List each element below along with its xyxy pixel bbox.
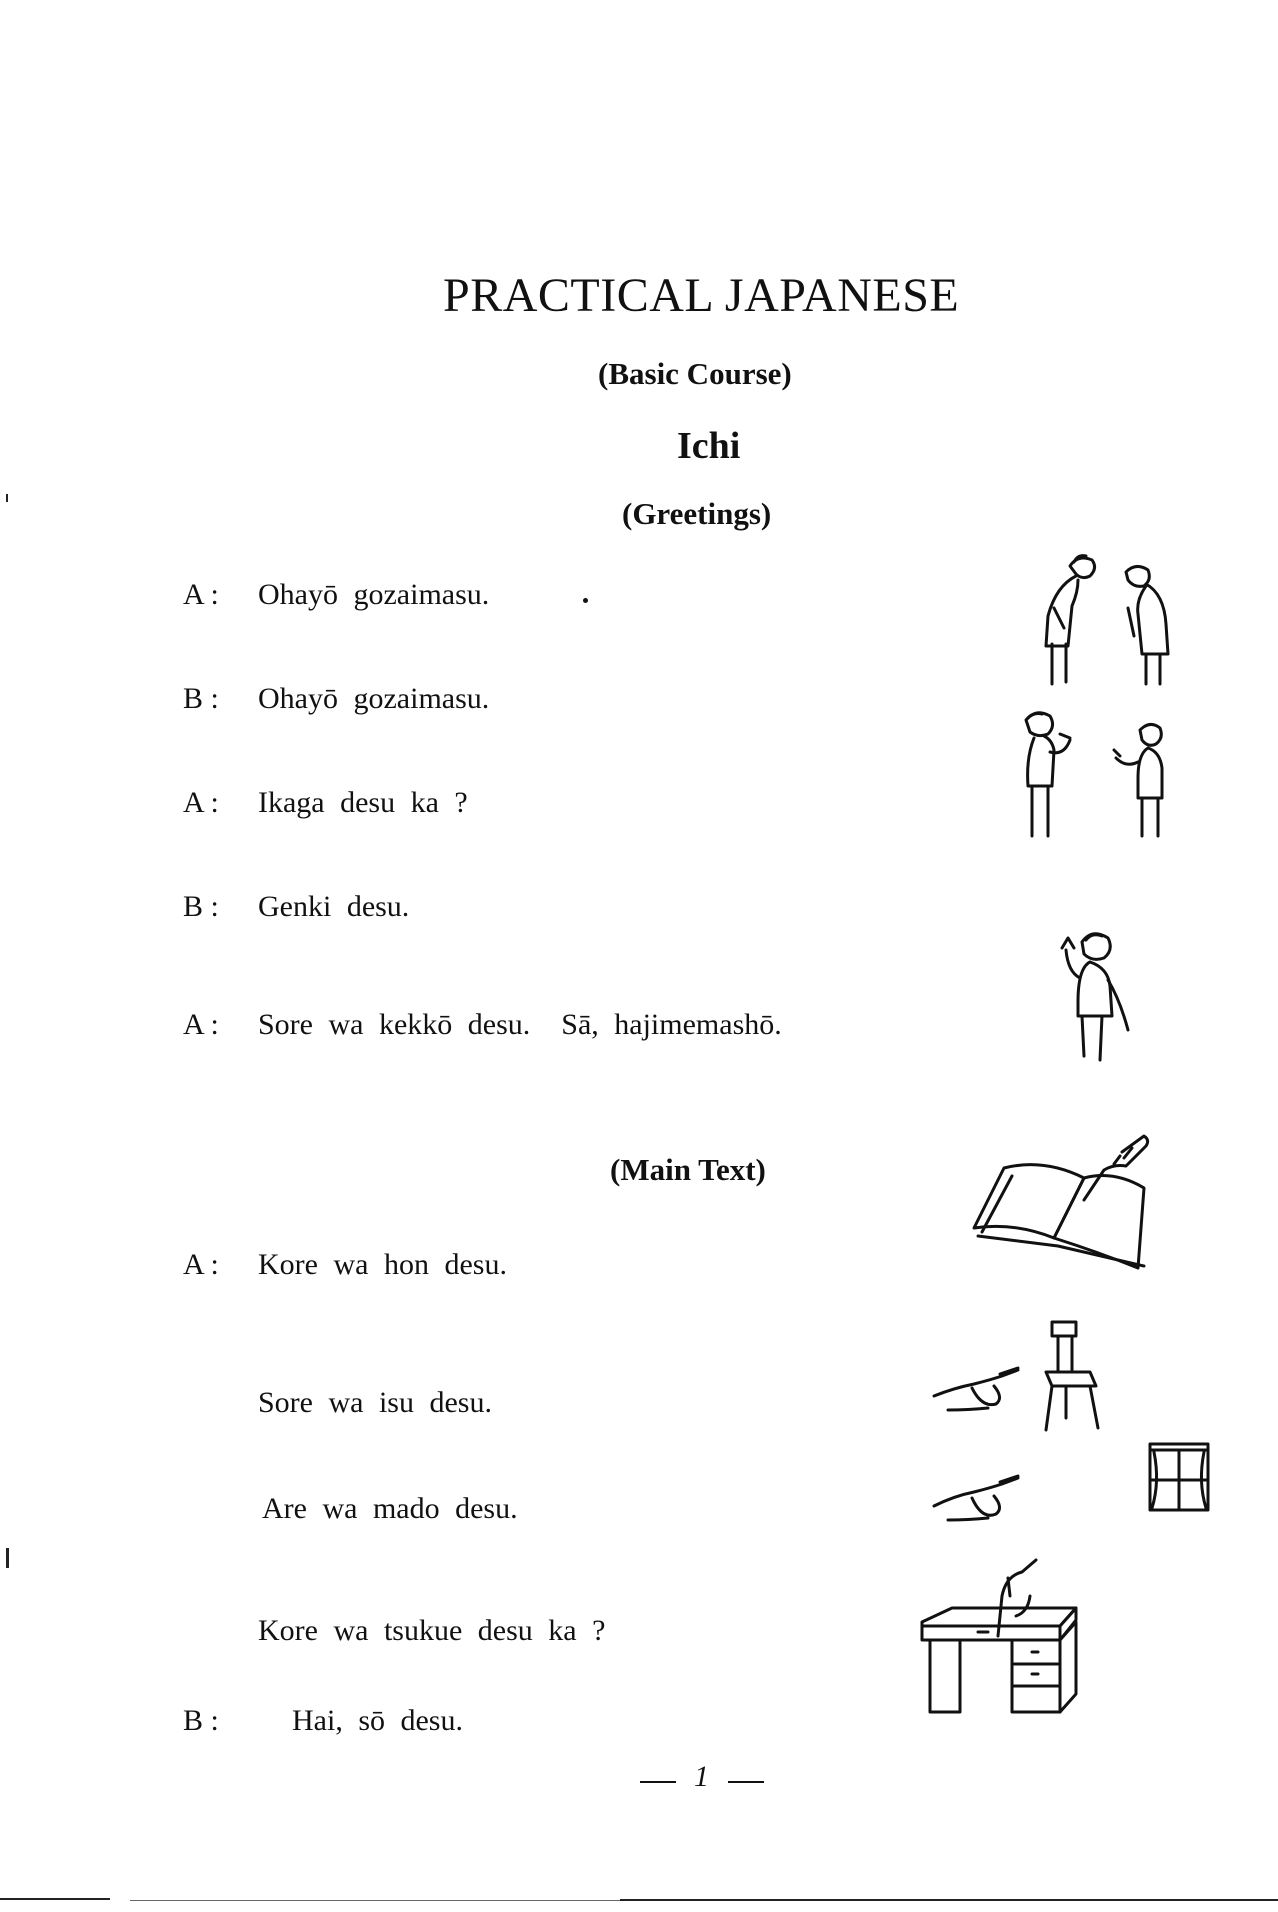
scan-mark bbox=[6, 494, 8, 502]
dialogue-line: Sore wa kekkō desu. Sā, hajimemashō. bbox=[258, 1008, 782, 1041]
greetings-heading: (Greetings) bbox=[622, 496, 772, 531]
dialogue-line: Genki desu. bbox=[258, 890, 410, 923]
scan-line bbox=[620, 1899, 1278, 1901]
speaker-label: A : bbox=[183, 1008, 219, 1041]
speaker-label: A : bbox=[183, 578, 219, 611]
dialogue-line: Ikaga desu ka ? bbox=[258, 786, 468, 819]
speaker-label: B : bbox=[183, 682, 219, 715]
speaker-label: B : bbox=[183, 890, 219, 923]
course-subtitle: (Basic Course) bbox=[598, 356, 792, 391]
speaker-label: B : bbox=[183, 1704, 219, 1737]
page-number-dash bbox=[728, 1781, 764, 1783]
speaker-label: A : bbox=[183, 786, 219, 819]
dialogue-line: Kore wa tsukue desu ka ? bbox=[258, 1614, 606, 1647]
chair-pointing-icon bbox=[928, 1318, 1128, 1438]
desk-pointing-icon bbox=[916, 1556, 1086, 1726]
talking-people-icon bbox=[1010, 706, 1190, 842]
window-pointing-icon bbox=[928, 1436, 1218, 1548]
scan-line bbox=[0, 1898, 110, 1900]
speaker-label: A : bbox=[183, 1248, 219, 1281]
stray-dot bbox=[583, 598, 588, 603]
bowing-people-icon bbox=[1010, 548, 1190, 692]
dialogue-line: Hai, sō desu. bbox=[292, 1704, 463, 1737]
page-title: PRACTICAL JAPANESE bbox=[443, 269, 960, 322]
lesson-title: Ichi bbox=[677, 425, 741, 467]
dialogue-line: Ohayō gozaimasu. bbox=[258, 578, 490, 611]
scan-mark bbox=[6, 1548, 9, 1568]
dialogue-line: Sore wa isu desu. bbox=[258, 1386, 492, 1419]
dialogue-line: Ohayō gozaimasu. bbox=[258, 682, 490, 715]
dialogue-line: Kore wa hon desu. bbox=[258, 1248, 507, 1281]
main-text-heading: (Main Text) bbox=[610, 1152, 766, 1187]
page-number-dash bbox=[640, 1781, 676, 1783]
book-pointing-icon bbox=[964, 1120, 1164, 1272]
waving-woman-icon bbox=[1050, 928, 1160, 1078]
dialogue-line: Are wa mado desu. bbox=[262, 1492, 518, 1525]
page-number: 1 bbox=[694, 1760, 709, 1793]
